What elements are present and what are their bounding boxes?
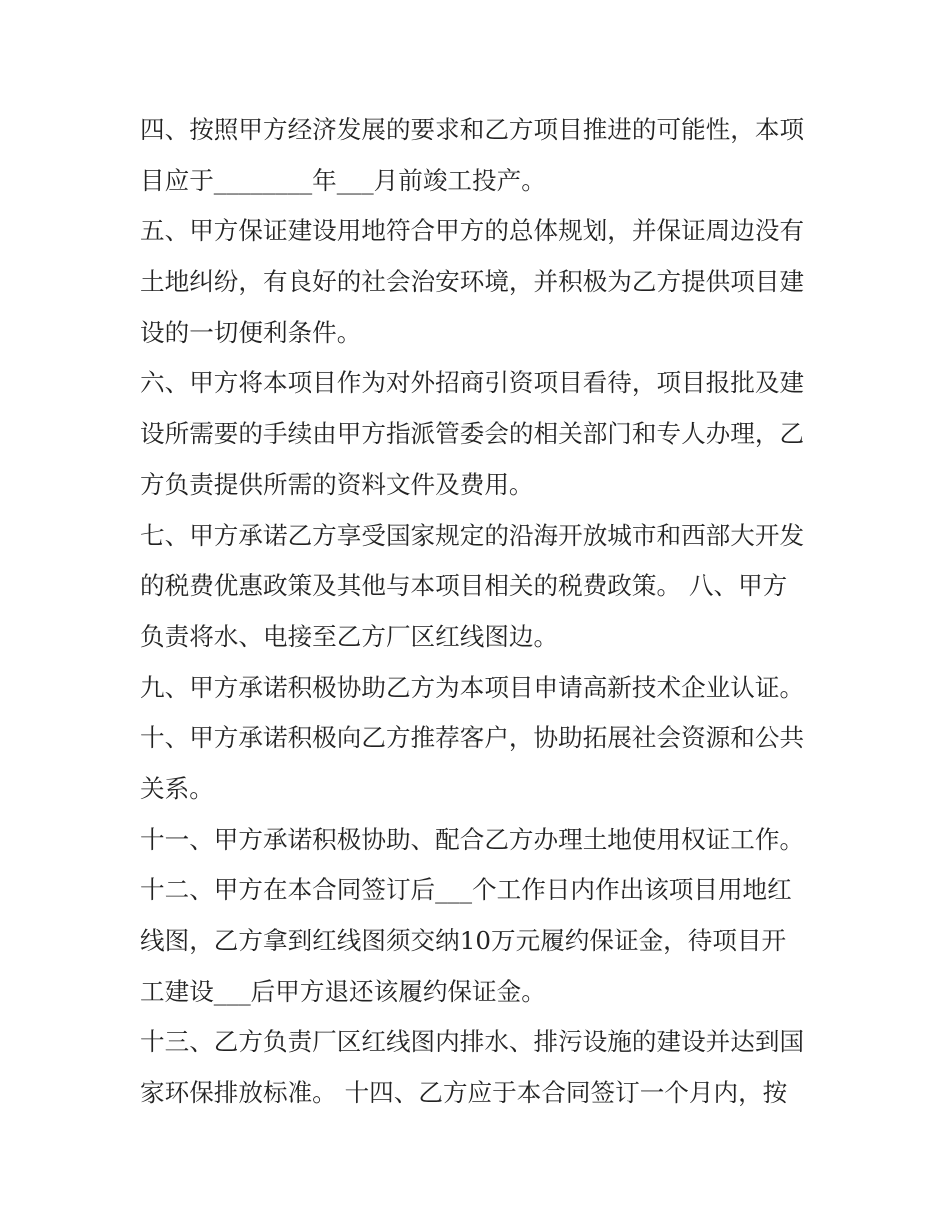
text-line: 关系。 <box>140 773 214 803</box>
text-line: 十、甲方承诺积极向乙方推荐客户，协助拓展社会资源和公共 <box>140 723 805 753</box>
text-line: 六、甲方将本项目作为对外招商引资项目看待，项目报批及建 <box>140 368 805 398</box>
text-line: 十三、乙方负责厂区红线图内排水、排污设施的建设并达到国 <box>140 1027 805 1057</box>
text-line: 的税费优惠政策及其他与本项目相关的税费政策。 八、甲方 <box>140 571 788 601</box>
text-line: 九、甲方承诺积极协助乙方为本项目申请高新技术企业认证。 <box>140 672 805 702</box>
text-line: 五、甲方保证建设用地符合甲方的总体规划，并保证周边没有 <box>140 216 805 246</box>
text-line: 十一、甲方承诺积极协助、配合乙方办理土地使用权证工作。 <box>140 824 805 854</box>
text-line: 设所需要的手续由甲方指派管委会的相关部门和专人办理，乙 <box>140 419 805 449</box>
text-line: 目应于________年___月前竣工投产。 <box>140 165 546 195</box>
text-line: 工建设___后甲方退还该履约保证金。 <box>140 976 546 1006</box>
text-line: 方负责提供所需的资料文件及费用。 <box>140 469 534 499</box>
text-line: 土地纠纷，有良好的社会治安环境，并积极为乙方提供项目建 <box>140 267 805 297</box>
text-line: 线图，乙方拿到红线图须交纳10万元履约保证金，待项目开 <box>140 926 787 955</box>
text-line: 设的一切便利条件。 <box>140 317 362 347</box>
text-line: 十二、甲方在本合同签订后___个工作日内作出该项目用地红 <box>140 875 792 905</box>
document-body <box>140 105 820 1119</box>
text-line: 四、按照甲方经济发展的要求和乙方项目推进的可能性，本项 <box>140 115 805 144</box>
text-line: 七、甲方承诺乙方享受国家规定的沿海开放城市和西部大开发 <box>140 520 805 550</box>
text-line: 家环保排放标准。 十四、乙方应于本合同签订一个月内，按 <box>140 1078 788 1108</box>
text-line: 负责将水、电接至乙方厂区红线图边。 <box>140 621 559 651</box>
